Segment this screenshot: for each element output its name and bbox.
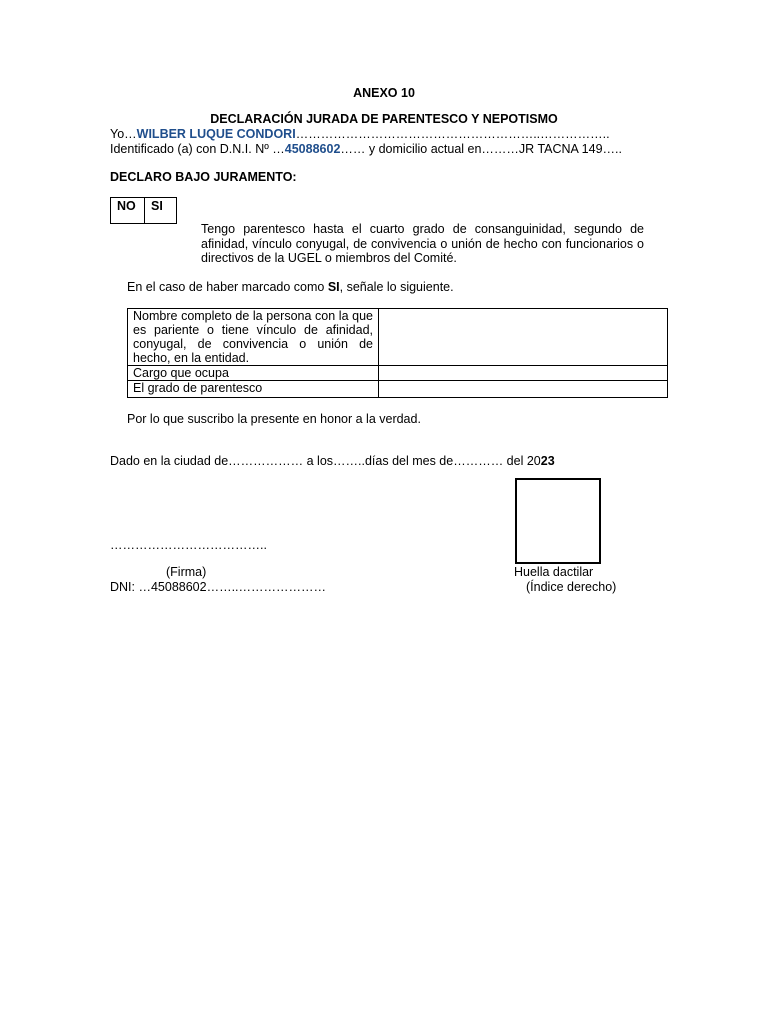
signature-dni: DNI: …45088602……..………………… [110, 580, 327, 594]
declaration-heading: DECLARO BAJO JURAMENTO: [110, 170, 297, 184]
document-title: DECLARACIÓN JURADA DE PARENTESCO Y NEPOTISMO [210, 112, 558, 126]
instruction-after: , señale lo siguiente. [339, 280, 454, 294]
declarant-name: WILBER LUQUE CONDORI [136, 127, 296, 141]
fingerprint-box [515, 478, 601, 564]
signature-line: ……………………………….. [110, 538, 267, 552]
yo-prefix: Yo… [110, 127, 137, 141]
address-text: …… y domicilio actual en………JR TACNA 149….. [340, 142, 622, 156]
relative-name-field[interactable] [379, 309, 668, 366]
date-text: Dado en la ciudad de……………… a los……..días del mes de………… del 20 [110, 454, 541, 468]
date-line [110, 454, 555, 468]
instruction-before: En el caso de haber marcado como [127, 280, 328, 294]
annex-number: ANEXO 10 [353, 86, 415, 100]
kinship-degree-field[interactable] [379, 381, 668, 398]
no-checkbox[interactable]: NO [111, 198, 145, 224]
relative-name-label: Nombre completo de la persona con la que es pariente o tiene vínculo de afinidad, conyugal, de convivencia o unión de hecho, en la entidad. [128, 309, 379, 366]
fingerprint-label: Huella dactilar [514, 565, 594, 579]
table-row [128, 309, 668, 366]
fingerprint-sublabel: (Índice derecho) [526, 580, 617, 594]
identification-line [110, 142, 622, 156]
position-field[interactable] [379, 366, 668, 381]
kinship-statement: Tengo parentesco hasta el cuarto grado de consanguinidad, segundo de afinidad, vínculo conyugal, de convivencia o unión de hecho con funcionarios o directivos de la UGEL o miembros del Comité. [201, 222, 644, 265]
dni-number: 45088602 [284, 142, 341, 156]
declarant-name-line [110, 127, 610, 141]
kinship-degree-label: El grado de parentesco [128, 381, 379, 398]
table-row [128, 381, 668, 398]
table-row [128, 366, 668, 381]
name-dots: …………………………………………………..…………….. [295, 127, 610, 141]
instruction-text [127, 280, 454, 294]
yes-no-checkboxes [110, 197, 177, 224]
year-suffix: 23 [540, 454, 555, 468]
instruction-si: SI [327, 280, 340, 294]
id-prefix: Identificado (a) con D.N.I. Nº … [110, 142, 285, 156]
closing-statement: Por lo que suscribo la presente en honor a la verdad. [127, 412, 421, 426]
position-label: Cargo que ocupa [128, 366, 379, 381]
si-checkbox[interactable]: SI [145, 198, 177, 224]
signature-label: (Firma) [166, 565, 207, 579]
relative-info-table [127, 308, 668, 398]
